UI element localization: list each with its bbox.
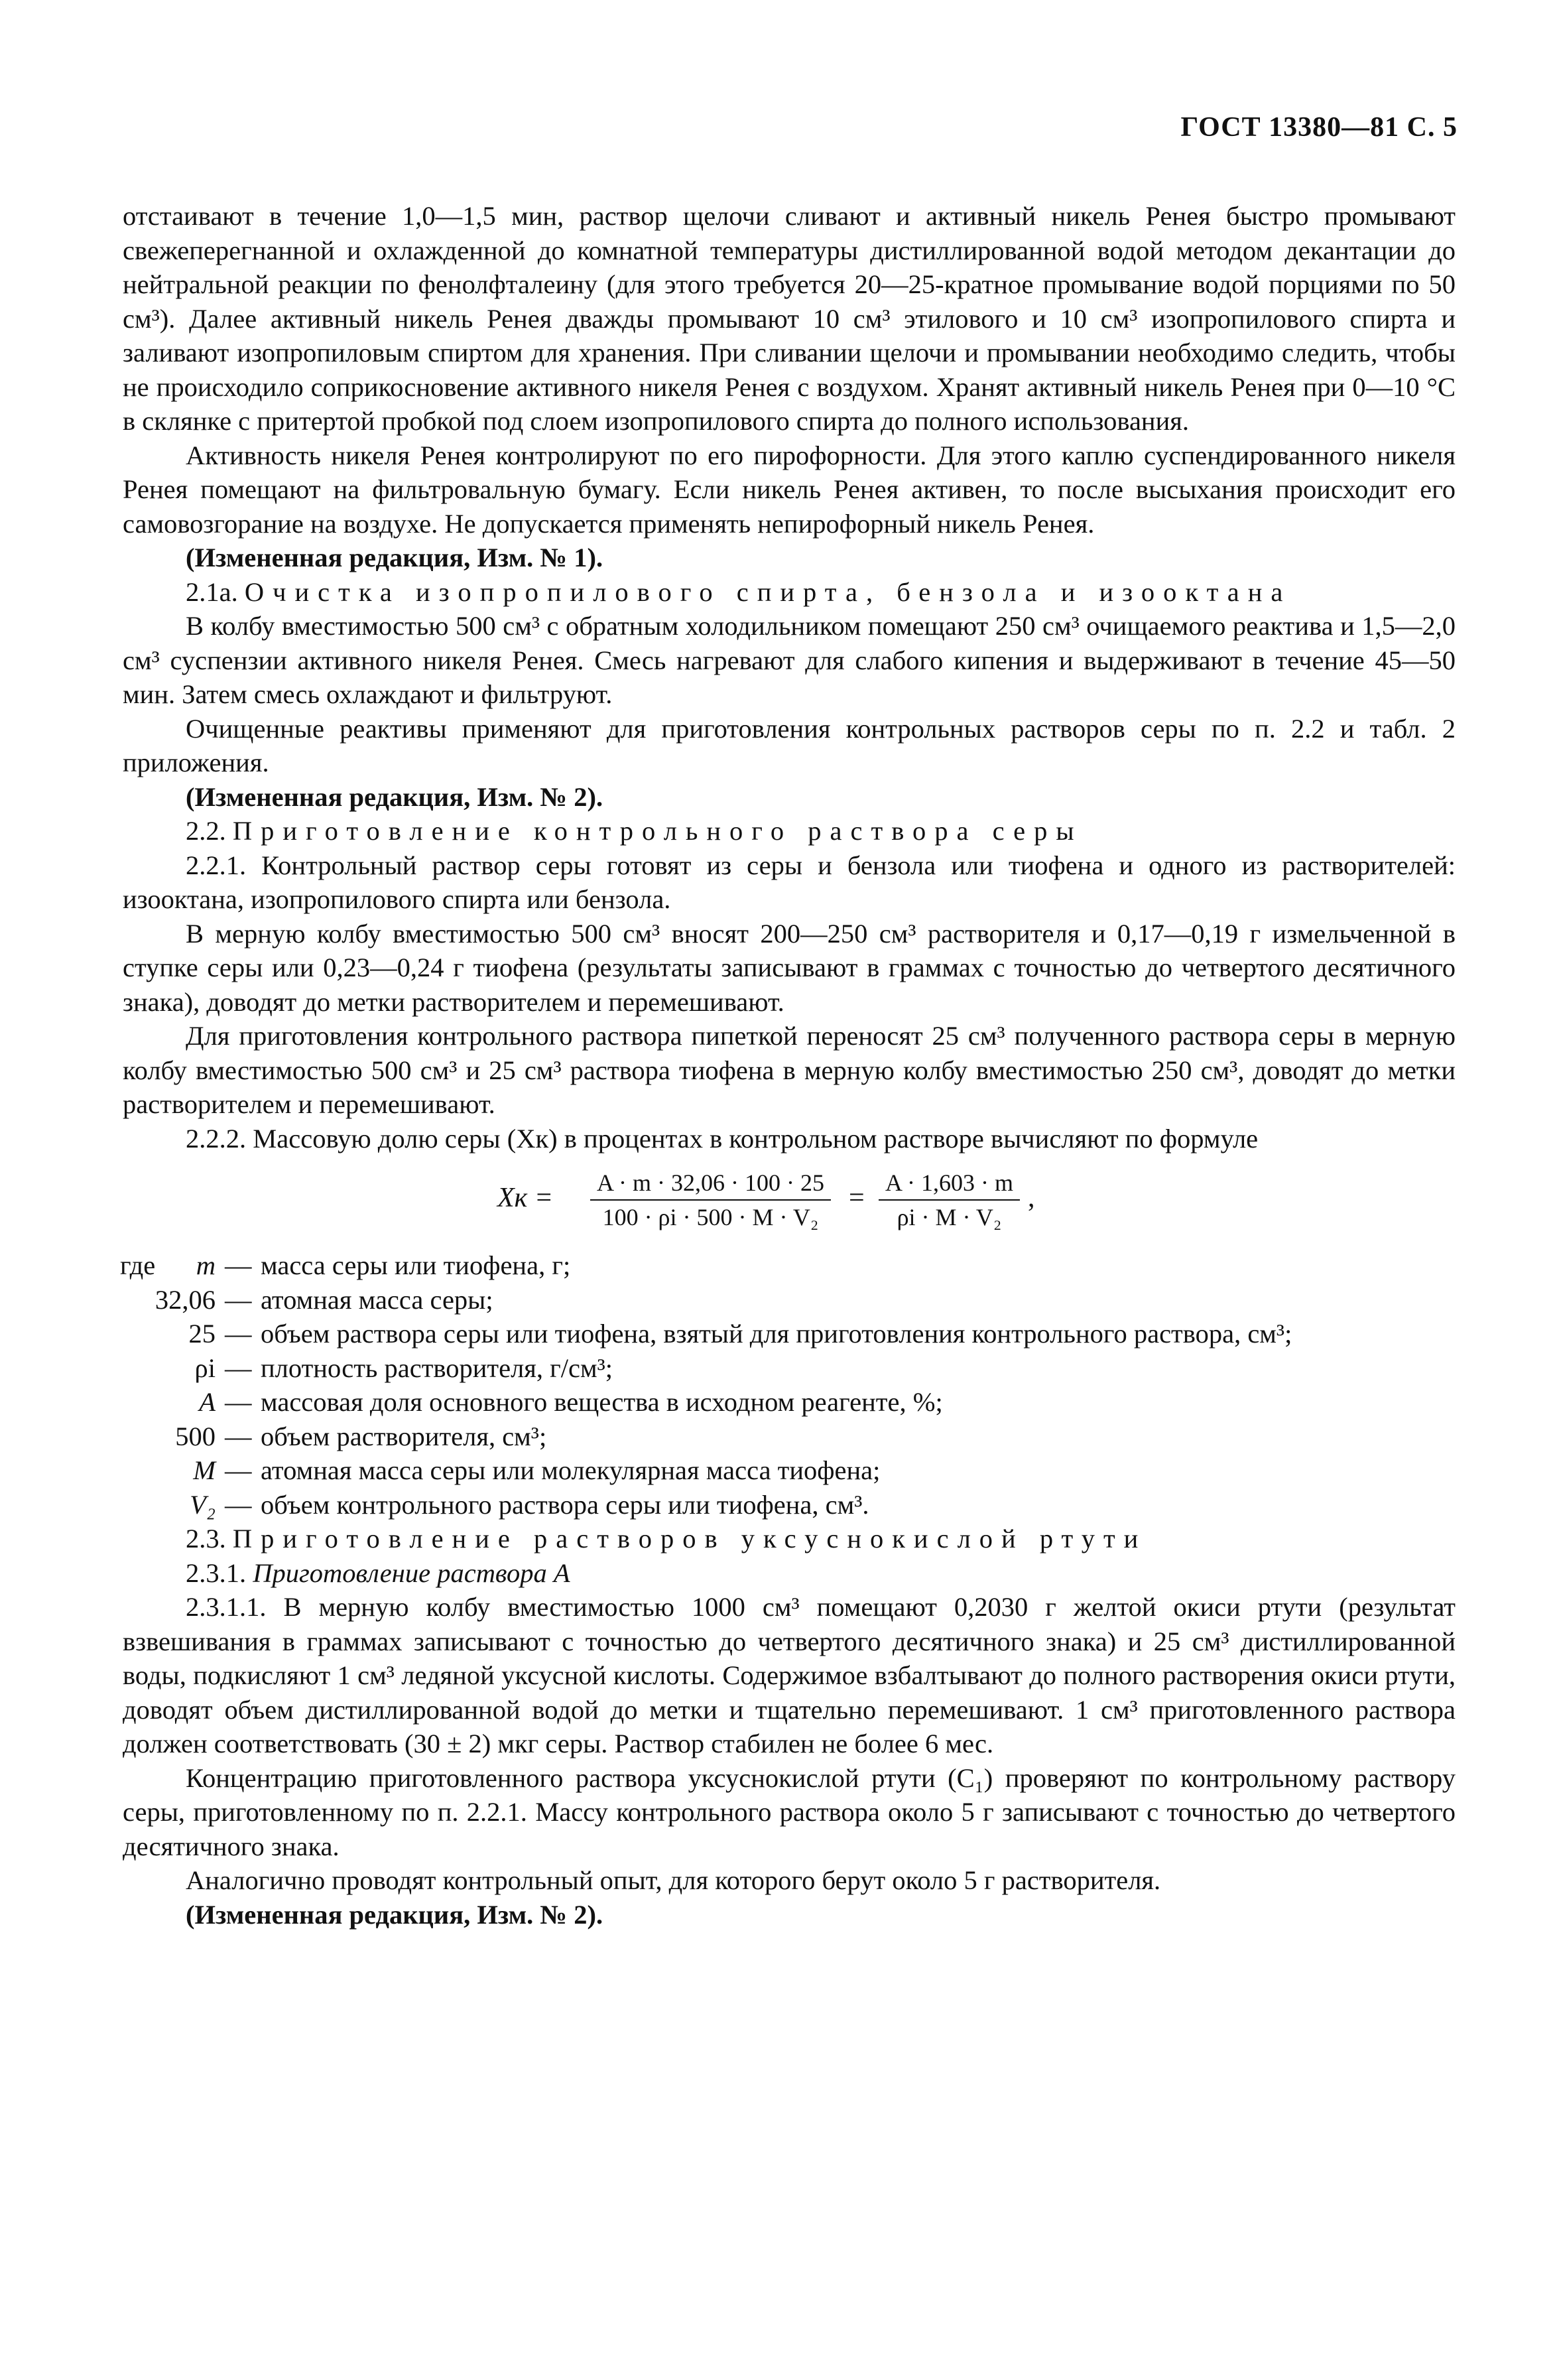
definition-symbol: 25 xyxy=(188,1319,216,1349)
definition-text: атомная масса серы; xyxy=(261,1284,493,1315)
section-title: Приготовление растворов уксуснокислой ртути xyxy=(232,1524,1147,1554)
amendment-note-2a: (Измененная редакция, Изм. № 2). xyxy=(186,781,603,812)
section-number: 2.1а. xyxy=(186,576,238,607)
formula-comma: , xyxy=(1028,1183,1035,1213)
section-title: Приготовление раствора А xyxy=(253,1557,570,1588)
definition-row: ρі — плотность растворителя, г/см³; xyxy=(123,1351,1456,1386)
paragraph-8: 2.2.2. Массовую долю серы (Xк) в процентах в контрольном растворе вычисляют по формуле xyxy=(186,1123,1259,1154)
section-number: 2.3. xyxy=(186,1524,226,1554)
definition-row: 32,06 — атомная масса серы; xyxy=(123,1283,1456,1317)
definition-text: объем раствора серы или тиофена, взятый для приготовления контрольного раствора, см³; xyxy=(261,1319,1292,1349)
definition-text: масса серы или тиофена, г; xyxy=(261,1250,571,1280)
fraction-2-numerator: A · 1,603 · m xyxy=(879,1169,1020,1201)
amendment-note-1: (Измененная редакция, Изм. № 1). xyxy=(186,543,603,572)
section-title: Приготовление контрольного раствора серы xyxy=(232,816,1083,846)
definition-row: 25 — объем раствора серы или тиофена, взятый для приготовления контрольного раствора, см³; xyxy=(123,1317,1456,1351)
paragraph-7: Для приготовления контрольного раствора пипеткой переносят 25 см³ полученного раствора серы в мерную колбу вместимостью 500 см³ и 25 см³ раствора тиофена в мерную колбу вместимостью 250 см³, доводят до метки растворителем и перемешивают. xyxy=(123,1021,1456,1119)
definition-text: плотность растворителя, г/см³; xyxy=(261,1353,613,1383)
paragraph-2: Активность никеля Ренея контролируют по его пирофорности. Для этого каплю суспендированного никеля Ренея помещают на фильтровальную бумагу. Если никель Ренея активен, то после высыхания происходит его самовозгорание на воздухе. Не допускается применять непирофорный никель Ренея. xyxy=(123,440,1456,539)
definition-text: атомная масса серы или молекулярная масса тиофена; xyxy=(261,1455,881,1485)
formula-lhs: Xк = xyxy=(497,1183,554,1213)
fraction-1 xyxy=(590,1169,831,1231)
section-number: 2.3.1. xyxy=(186,1557,247,1588)
definition-text: объем растворителя, см³; xyxy=(261,1421,547,1451)
definition-text: массовая доля основного вещества в исходном реагенте, %; xyxy=(261,1387,943,1417)
where-label: где xyxy=(120,1250,156,1280)
paragraph-3: В колбу вместимостью 500 см³ с обратным холодильником помещают 250 см³ очищаемого реактива и 1,5—2,0 см³ суспензии активного никеля Ренея. Смесь нагревают для слабого кипения и выдерживают в течение 45—50 мин. Затем смесь охлаждают и фильтруют. xyxy=(123,611,1456,709)
document-body xyxy=(120,99,1456,1932)
paragraph-11: Аналогично проводят контрольный опыт, для которого берут около 5 г растворителя. xyxy=(186,1865,1161,1895)
amendment-note-2b: (Измененная редакция, Изм. № 2). xyxy=(186,1899,603,1930)
paragraph-4: Очищенные реактивы применяют для приготовления контрольных растворов серы по п. 2.2 и табл. 2 приложения. xyxy=(123,713,1456,777)
definition-row: 500 — объем растворителя, см³; xyxy=(123,1420,1456,1454)
definition-text: объем контрольного раствора серы или тиофена, см³. xyxy=(261,1489,869,1520)
fraction-1-numerator: A · m · 32,06 · 100 · 25 xyxy=(590,1169,831,1201)
fraction-2-denominator: ρі · M · V₂ xyxy=(897,1204,1002,1230)
definition-row: A — массовая доля основного вещества в исходном реагенте, %; xyxy=(123,1385,1456,1420)
definition-row: V₂ — объем контрольного раствора серы или тиофена, см³. xyxy=(123,1488,1456,1522)
definition-symbol: A xyxy=(199,1387,216,1417)
paragraph-5: 2.2.1. Контрольный раствор серы готовят из серы и бензола или тиофена и одного из растворителей: изооктана, изопропилового спирта или бензола. xyxy=(123,850,1456,914)
page-header: ГОСТ 13380—81 С. 5 xyxy=(1180,112,1458,143)
definition-row: где m — масса серы или тиофена, г; xyxy=(123,1248,1456,1283)
definition-symbol: m xyxy=(196,1250,216,1280)
formula xyxy=(123,1163,1456,1236)
section-2-3-1-heading xyxy=(123,1556,1456,1591)
definition-symbol: M xyxy=(193,1455,216,1485)
formula-equals: = xyxy=(849,1183,865,1213)
paragraph-10: Концентрацию приготовленного раствора уксуснокислой ртути (С₁) проверяют по контрольному раствору серы, приготовленному по п. 2.2.1. Массу контрольного раствора около 5 г записывают с точностью до четвертого десятичного знака. xyxy=(123,1762,1456,1861)
section-2-1a-heading xyxy=(123,575,1456,610)
fraction-1-denominator: 100 · ρі · 500 · M · V₂ xyxy=(602,1204,819,1230)
section-title: Очистка изопропилового спирта, бензола и изооктана xyxy=(244,576,1292,607)
fraction-2 xyxy=(879,1169,1020,1231)
definition-symbol: ρі xyxy=(194,1353,216,1383)
definition-symbol: V₂ xyxy=(190,1489,216,1520)
definitions-list xyxy=(120,1248,1456,1522)
definition-symbol: 32,06 xyxy=(155,1284,216,1315)
definition-row: M — атомная масса серы или молекулярная масса тиофена; xyxy=(123,1453,1456,1488)
paragraph-1: отстаивают в течение 1,0—1,5 мин, раствор щелочи сливают и активный никель Ренея быстро промывают свежеперегнанной и охлажденной до комнатной температуры дистиллированной водой методом декантации до нейтральной реакции по фенолфталеину (для этого требуется 20—25-кратное промывание водой порциями по 50 см³). Далее активный никель Ренея дважды промывают 10 см³ этилового и 10 см³ изопропилового спирта и заливают изопропиловым спиртом для хранения. При сливании щелочи и промывании необходимо следить, чтобы не происходило соприкосновение активного никеля Ренея с воздухом. Хранят активный никель Ренея при 0—10 °С в склянке с притертой пробкой под слоем изопропилового спирта до полного использования. xyxy=(123,201,1456,436)
paragraph-9: 2.3.1.1. В мерную колбу вместимостью 1000 см³ помещают 0,2030 г желтой окиси ртути (результат взвешивания в граммах записывают с точностью до четвертого десятичного знака) и 25 см³ дистиллированной воды, подкисляют 1 см³ ледяной уксусной кислоты. Содержимое взбалтывают до полного растворения окиси ртути, доводят объем дистиллированной водой до метки и тщательно перемешивают. 1 см³ приготовленного раствора должен соответствовать (30 ± 2) мкг серы. Раствор стабилен не более 6 мес. xyxy=(123,1592,1456,1758)
section-number: 2.2. xyxy=(186,816,226,846)
definition-symbol: 500 xyxy=(175,1421,216,1451)
paragraph-6: В мерную колбу вместимостью 500 см³ вносят 200—250 см³ растворителя и 0,17—0,19 г измельченной в ступке серы или 0,23—0,24 г тиофена (результаты записывают в граммах с точностью до четвертого десятичного знака), доводят до метки растворителем и перемешивают. xyxy=(123,918,1456,1017)
section-2-3-heading xyxy=(123,1522,1456,1556)
section-2-2-heading xyxy=(123,814,1456,848)
